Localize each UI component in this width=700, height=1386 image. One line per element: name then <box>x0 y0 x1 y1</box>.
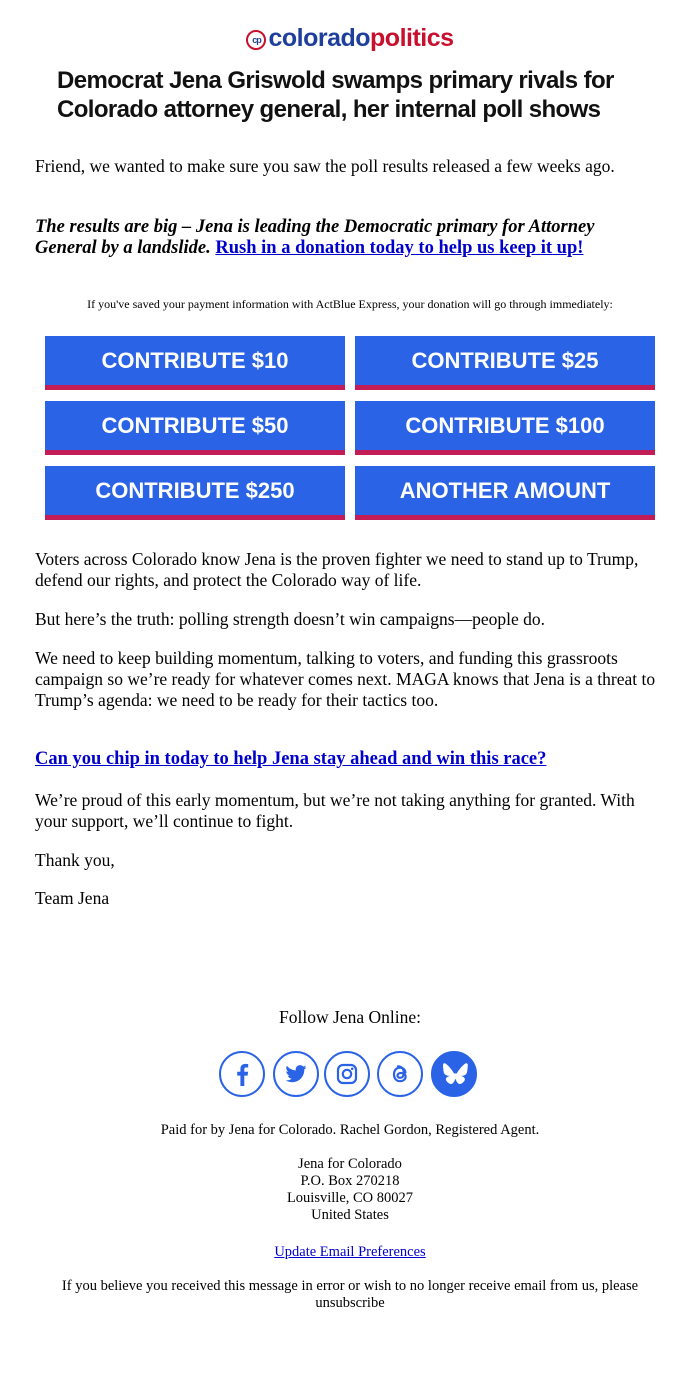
logo-word-colorado: colorado <box>268 24 371 52</box>
contribute-250-button[interactable]: CONTRIBUTE $250 <box>45 466 345 520</box>
body-paragraph-truth: But here’s the truth: polling strength doesn’t win campaigns—people do. <box>35 609 546 629</box>
instagram-icon[interactable] <box>324 1051 370 1097</box>
signoff: Thank you, <box>35 850 115 870</box>
contribute-100-button[interactable]: CONTRIBUTE $100 <box>355 401 655 455</box>
signature: Team Jena <box>35 888 110 908</box>
contribute-10-button[interactable]: CONTRIBUTE $10 <box>45 336 345 390</box>
unsubscribe-text[interactable]: If you believe you received this message in error or wish to no longer receive email from us, please unsubscribe <box>61 1278 639 1311</box>
social-links <box>219 1051 483 1101</box>
twitter-icon[interactable] <box>273 1051 319 1097</box>
chip-in-link[interactable]: Can you chip in today to help Jena stay ahead and win this race? <box>35 749 547 769</box>
logo-mark-icon: cp <box>246 30 266 50</box>
cta-paragraph <box>35 749 660 770</box>
another-amount-button[interactable]: ANOTHER AMOUNT <box>355 466 655 520</box>
address-line-1: Jena for Colorado <box>298 1156 402 1172</box>
address-line-2: P.O. Box 270218 <box>300 1173 400 1189</box>
intro-paragraph: Friend, we wanted to make sure you saw the poll results released a few weeks ago. <box>35 156 615 176</box>
article-headline[interactable]: Democrat Jena Griswold swamps primary rivals for Colorado attorney general, her internal poll shows <box>57 67 614 123</box>
actblue-note: If you've saved your payment information with ActBlue Express, your donation will go through immediately: <box>87 297 613 311</box>
colorado-politics-logo[interactable] <box>0 24 700 53</box>
mailing-address <box>0 1156 700 1224</box>
bluesky-icon[interactable] <box>431 1051 477 1097</box>
donate-link-1[interactable]: Rush in a donation today to help us keep it up! <box>215 238 584 258</box>
update-preferences-link[interactable]: Update Email Preferences <box>274 1244 426 1260</box>
address-line-3: Louisville, CO 80027 <box>286 1190 414 1206</box>
results-paragraph <box>35 217 660 259</box>
contribute-50-button[interactable]: CONTRIBUTE $50 <box>45 401 345 455</box>
facebook-icon[interactable] <box>219 1051 265 1097</box>
follow-label: Follow Jena Online: <box>279 1007 421 1027</box>
body-paragraph-proud: We’re proud of this early momentum, but we’re not taking anything for granted. With your support, we’ll continue to fight. <box>35 790 635 831</box>
paid-for-disclaimer: Paid for by Jena for Colorado. Rachel Gordon, Registered Agent. <box>160 1122 540 1138</box>
contribute-25-button[interactable]: CONTRIBUTE $25 <box>355 336 655 390</box>
logo-word-politics: politics <box>370 24 454 52</box>
results-text: The results are big – Jena is leading the Democratic primary for Attorney General by a landslide. <box>35 217 595 258</box>
body-paragraph-voters: Voters across Colorado know Jena is the proven fighter we need to stand up to Trump, defend our rights, and protect the Colorado way of life. <box>35 549 639 590</box>
threads-icon[interactable] <box>377 1051 423 1097</box>
email-header <box>0 0 700 140</box>
preferences-row <box>0 1244 700 1261</box>
body-paragraph-momentum: We need to keep building momentum, talking to voters, and funding this grassroots campaign so we’re ready for whatever comes next. MAGA knows that Jena is a threat to Trump’s agenda: we need to be ready for their tactics too. <box>35 648 656 710</box>
address-line-4: United States <box>311 1207 389 1223</box>
